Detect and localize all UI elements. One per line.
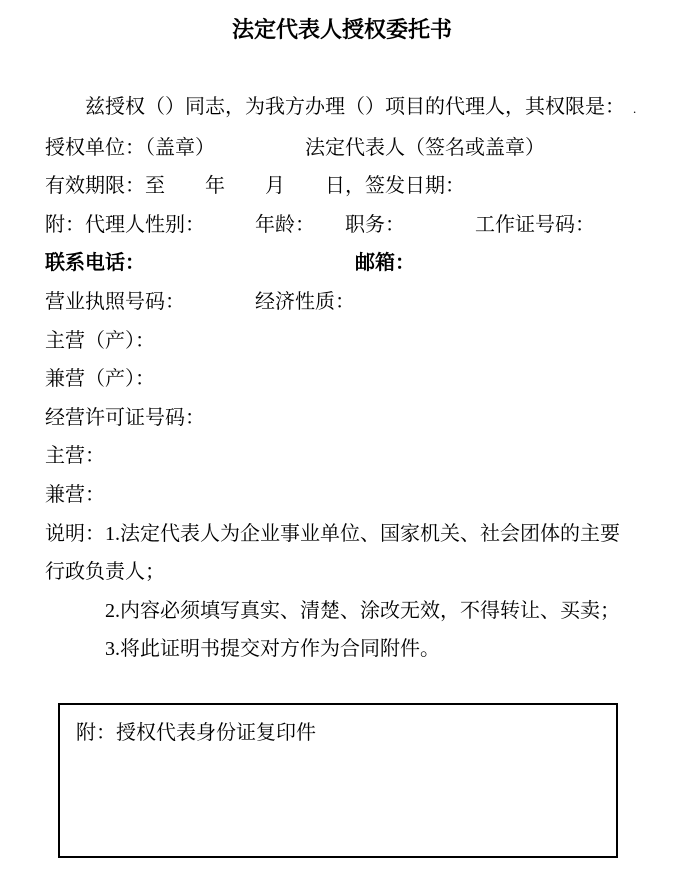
line-note-3: 3.将此证明书提交对方作为合同附件。 xyxy=(45,638,440,661)
line-authorized-unit: 授权单位：（盖章） 法定代表人（签名或盖章） xyxy=(45,136,545,159)
line-business-permit: 经营许可证号码： xyxy=(45,406,205,429)
line-main-business-product: 主营（产）： xyxy=(45,329,155,352)
document-title: 法定代表人授权委托书 xyxy=(231,17,452,42)
line-main-business: 主营： xyxy=(45,445,105,468)
line-note-1: 说明：1.法定代表人为企业事业单位、国家机关、社会团体的主要 xyxy=(45,522,620,545)
attachment-box xyxy=(58,703,618,858)
line-agent-info: 附：代理人性别： 年龄： 职务： 工作证号码： xyxy=(45,213,595,236)
intro-text: 兹授权（）同志，为我方办理（）项目的代理人，其权限是： xyxy=(85,96,625,118)
attachment-box-label: 附：授权代表身份证复印件 xyxy=(76,722,316,744)
line-side-business-product: 兼营（产）： xyxy=(45,368,155,391)
intro-trailing-mark: . xyxy=(633,101,637,116)
line-note-2: 2.内容必须填写真实、清楚、涂改无效，不得转让、买卖； xyxy=(45,599,620,622)
intro-paragraph xyxy=(45,88,639,129)
line-business-license: 营业执照号码： 经济性质： xyxy=(45,290,355,313)
line-validity-period: 有效期限：至 年 月 日，签发日期： xyxy=(45,175,465,198)
document-body xyxy=(45,88,639,669)
line-note-1-continued: 行政负责人； xyxy=(45,561,165,584)
line-contact: 联系电话： 邮箱： xyxy=(45,252,415,275)
line-side-business: 兼营： xyxy=(45,483,105,506)
